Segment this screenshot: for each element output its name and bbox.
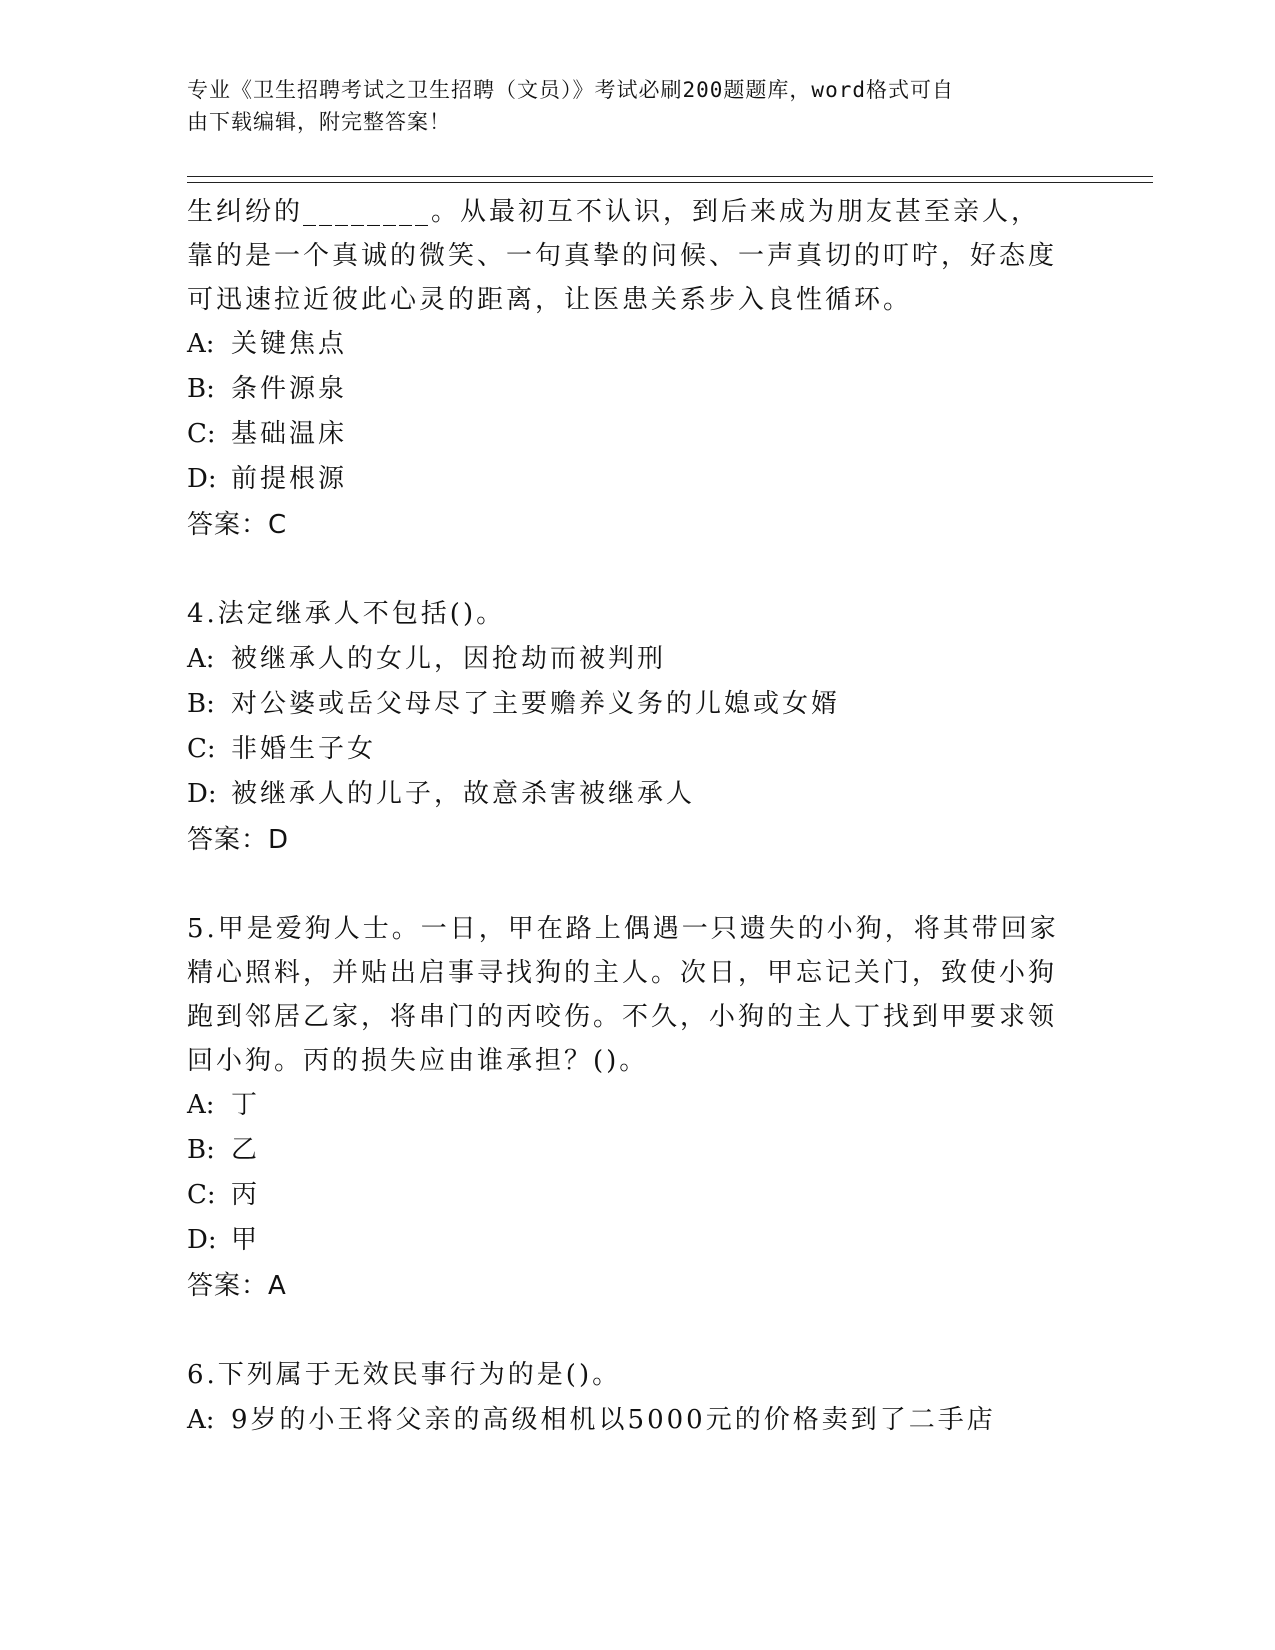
option-text: 9岁的小王将父亲的高级相机以5000元的价格卖到了二手店: [231, 1405, 996, 1435]
option-text: 被继承人的女儿，因抢劫而被判刑: [231, 644, 667, 674]
option-b: [187, 367, 1067, 412]
option-text: 对公婆或岳父母尽了主要赡养义务的儿媳或女婿: [231, 689, 841, 719]
option-label: D:: [187, 464, 217, 494]
option-label: A:: [187, 1405, 215, 1435]
option-text: 基础温床: [231, 419, 348, 449]
question-3-continued: [187, 190, 1067, 548]
question-stem: 6.下列属于无效民事行为的是()。: [187, 1360, 622, 1390]
option-label: A:: [187, 644, 215, 674]
question-stem: 生纠纷的________。从最初互不认识，到后来成为朋友甚至亲人，靠的是一个真诚的微笑、一句真挚的问候、一声真切的叮咛，好态度可迅速拉近彼此心灵的距离，让医患关系步入良性循环。: [187, 197, 1058, 315]
answer-line: 答案：A: [187, 1271, 287, 1301]
option-text: 被继承人的儿子，故意杀害被继承人: [231, 779, 696, 809]
option-text: 甲: [231, 1225, 261, 1255]
option-b: [187, 682, 1067, 727]
option-b: [187, 1128, 1067, 1173]
answer-line: 答案：D: [187, 825, 290, 855]
document-header: [187, 74, 1067, 138]
option-label: A:: [187, 329, 215, 359]
option-a: [187, 637, 1067, 682]
question-5: [187, 907, 1067, 1309]
header-line-1: 专业《卫生招聘考试之卫生招聘（文员）》考试必刷200题题库，word格式可自: [187, 78, 954, 102]
option-label: C:: [187, 734, 216, 764]
option-a: [187, 322, 1067, 367]
option-a: [187, 1398, 1067, 1443]
option-label: B:: [187, 1135, 215, 1165]
question-6: [187, 1353, 1067, 1443]
option-text: 非婚生子女: [231, 734, 377, 764]
option-d: [187, 1218, 1067, 1263]
option-label: C:: [187, 419, 216, 449]
question-stem: 5.甲是爱狗人士。一日，甲在路上偶遇一只遗失的小狗，将其带回家精心照料，并贴出启事寻找狗的主人。次日，甲忘记关门，致使小狗跑到邻居乙家，将串门的丙咬伤。不久，小狗的主人丁找到甲要求领回小狗。丙的损失应由谁承担？()。: [187, 914, 1059, 1076]
option-c: [187, 412, 1067, 457]
option-a: [187, 1083, 1067, 1128]
option-text: 乙: [231, 1135, 261, 1165]
header-line-2: 由下载编辑，附完整答案！: [187, 110, 451, 134]
option-text: 条件源泉: [231, 374, 348, 404]
option-d: [187, 772, 1067, 817]
option-label: A:: [187, 1090, 215, 1120]
option-label: D:: [187, 779, 217, 809]
question-stem: 4.法定继承人不包括()。: [187, 599, 506, 629]
option-c: [187, 727, 1067, 772]
answer-line: 答案：C: [187, 510, 288, 540]
option-label: B:: [187, 374, 215, 404]
option-text: 关键焦点: [231, 329, 348, 359]
option-text: 前提根源: [231, 464, 348, 494]
header-divider-bottom: [187, 182, 1153, 183]
header-divider-top: [187, 176, 1153, 177]
question-4: [187, 592, 1067, 863]
option-label: C:: [187, 1180, 216, 1210]
option-c: [187, 1173, 1067, 1218]
option-d: [187, 457, 1067, 502]
option-text: 丁: [231, 1090, 261, 1120]
option-label: D:: [187, 1225, 217, 1255]
option-text: 丙: [231, 1180, 261, 1210]
option-label: B:: [187, 689, 215, 719]
document-body: [187, 190, 1067, 1443]
